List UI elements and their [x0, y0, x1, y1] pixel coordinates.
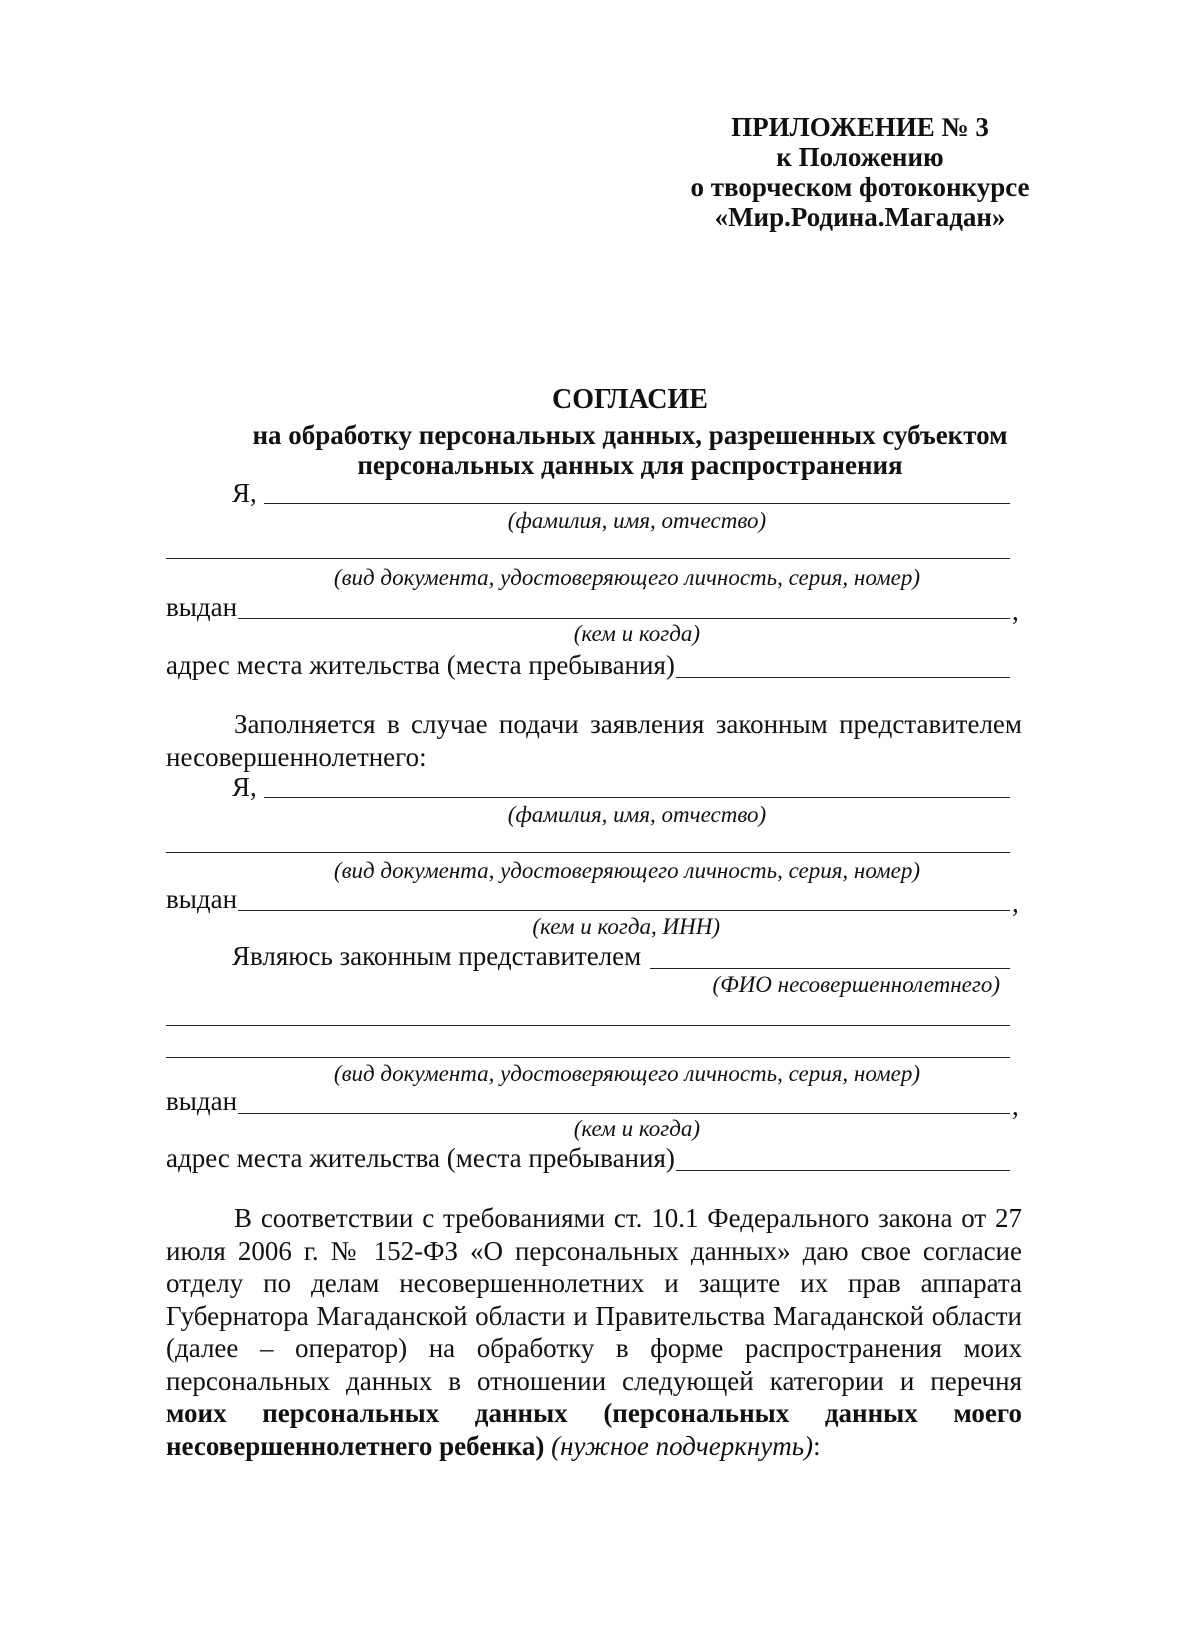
document-subtitle-2: персональных данных для распространения: [357, 450, 903, 480]
document-caption-2: (вид документа, удостоверяющего личность, серия, номер): [333, 858, 920, 883]
issued-comma-1: ,: [1012, 596, 1019, 626]
representative-label: Являюсь законным представителем: [232, 941, 642, 971]
consent-line-6: персональных данных в отношении следующей категории и перечня: [166, 1365, 1022, 1396]
consent-line-1: В соответствии с требованиями ст. 10.1 Федерального закона от 27: [234, 1203, 1022, 1233]
issued-comma-2: ,: [1012, 888, 1019, 918]
issued-caption-2: (кем и когда, ИНН): [532, 914, 720, 939]
document-field-3[interactable]: [166, 1057, 1010, 1058]
issued-comma-3: ,: [1012, 1091, 1019, 1121]
consent-underline-note: (нужное подчеркнуть): [551, 1430, 814, 1461]
address-label-2: адрес места жительства (места пребывания): [166, 1143, 675, 1173]
issued-caption-1: (кем и когда): [573, 621, 700, 646]
document-caption-3: (вид документа, удостоверяющего личность, серия, номер): [333, 1061, 920, 1086]
fio-field-2[interactable]: [264, 797, 1010, 798]
document-subtitle-1: на обработку персональных данных, разрешенных субъектом: [252, 420, 1008, 450]
representative-note-line-1: Заполняется в случае подачи заявления законным представителем: [234, 709, 1022, 739]
issued-label-1: выдан: [166, 592, 238, 622]
consent-line-2: июля 2006 г. № 152-ФЗ «О персональных данных» даю свое согласие: [166, 1235, 1022, 1266]
consent-colon: :: [813, 1430, 821, 1461]
fio-field-1[interactable]: [264, 503, 1010, 504]
document-caption-1: (вид документа, удостоверяющего личность, серия, номер): [333, 565, 920, 590]
minor-name-caption: (ФИО несовершеннолетнего): [712, 972, 1000, 997]
address-label-1: адрес места жительства (места пребывания): [166, 650, 675, 680]
consent-line-8: [166, 1430, 1022, 1463]
document-title: СОГЛАСИЕ: [552, 384, 708, 415]
document-field-2[interactable]: [166, 852, 1010, 853]
issued-field-2[interactable]: [238, 910, 1010, 911]
consent-line-5: (далее – оператор) на обработку в форме распространения моих: [166, 1333, 1022, 1363]
issued-field-1[interactable]: [238, 618, 1010, 619]
fio-caption-1: (фамилия, имя, отчество): [507, 508, 767, 533]
representative-note-line-2: несовершеннолетнего:: [166, 741, 427, 772]
appendix-reference: к Положению: [776, 142, 944, 172]
issued-caption-3: (кем и когда): [573, 1116, 700, 1141]
appendix-contest-name: «Мир.Родина.Магадан»: [714, 202, 1006, 232]
fio-caption-2: (фамилия, имя, отчество): [507, 802, 767, 827]
consent-minor-bold: несовершеннолетнего ребенка): [166, 1430, 545, 1461]
ya-label-1: Я,: [232, 478, 257, 508]
consent-line-3: отделу по делам несовершеннолетних и защите их прав аппарата: [166, 1268, 1022, 1298]
address-field-1[interactable]: [676, 677, 1010, 678]
issued-label-2: выдан: [166, 884, 238, 914]
document-field-1[interactable]: [166, 558, 1010, 559]
appendix-contest: о творческом фотоконкурсе: [690, 172, 1030, 202]
consent-paragraph: [166, 1202, 1022, 1462]
address-field-2[interactable]: [676, 1170, 1010, 1171]
representative-note: [166, 708, 1022, 773]
minor-name-field[interactable]: [650, 968, 1010, 969]
appendix-number: ПРИЛОЖЕНИЕ № 3: [731, 112, 989, 142]
issued-label-3: выдан: [166, 1086, 238, 1116]
ya-label-2: Я,: [232, 772, 257, 802]
consent-line-7: моих персональных данных (персональных данных моего: [166, 1398, 1022, 1428]
extra-field-1[interactable]: [166, 1025, 1010, 1026]
issued-field-3[interactable]: [238, 1113, 1010, 1114]
consent-line-4: Губернатора Магаданской области и Правительства Магаданской области: [166, 1300, 1022, 1331]
